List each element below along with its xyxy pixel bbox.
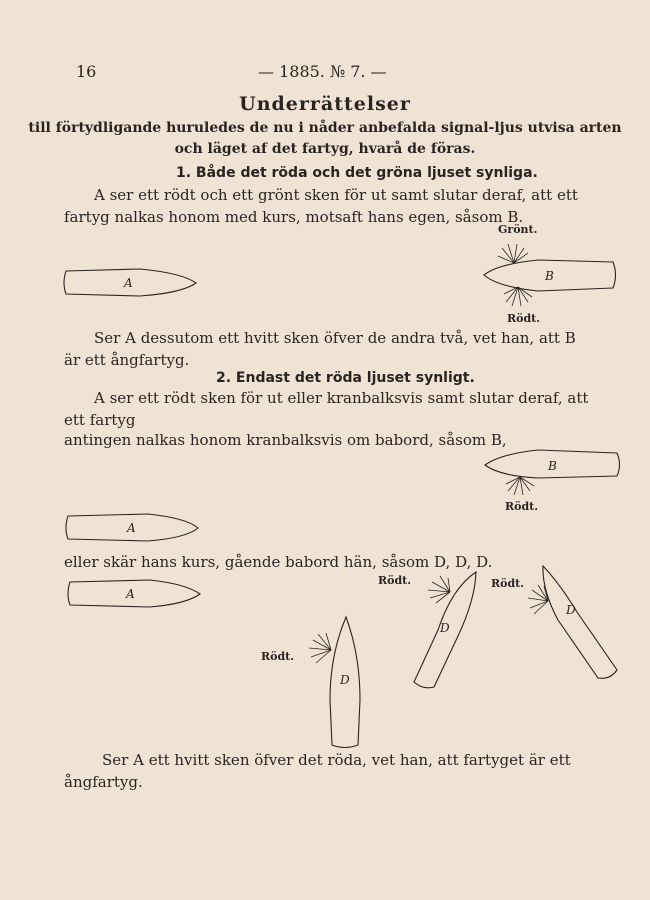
section-2-conclusion-line-2: ångfartyg. — [64, 773, 143, 791]
section-1-conclusion-line-2: är ett ångfartyg. — [64, 351, 190, 369]
label-red-3: Rödt. — [378, 574, 412, 587]
ship-d-letter-2: D — [440, 621, 450, 635]
red-light-rays-4 — [528, 585, 548, 614]
ship-d-letter-1: D — [340, 673, 350, 687]
section-2-text-line-4: eller skär hans kurs, gående babord hän, såsom D, D, D. — [64, 553, 493, 571]
red-light-rays-5 — [309, 633, 331, 663]
section-2-text-line-1: A ser ett rödt sken för ut eller kranbalksvis samt slutar deraf, att — [94, 389, 589, 407]
subtitle-line-1: till förtydligande huruledes de nu i nåder anbefalda signal-ljus utvisa arten — [28, 120, 622, 136]
section-2-text-line-2: ett fartyg — [64, 411, 136, 429]
light-rays — [309, 244, 548, 663]
section-1-conclusion-line-1: Ser A dessutom ett hvitt sken öfver de andra två, vet han, att B — [94, 329, 576, 347]
ship-a-letter-1: A — [124, 276, 133, 290]
ship-d-letter-3: D — [566, 603, 576, 617]
page-title: Underrättelser — [239, 93, 411, 115]
subtitle-line-2: och läget af det fartyg, hvarå de föras. — [174, 141, 476, 157]
page-number: 16 — [76, 62, 97, 81]
section-2-heading: 2. Endast det röda ljuset synligt. — [216, 370, 475, 386]
label-red-5: Rödt. — [261, 650, 295, 663]
label-green: Grönt. — [498, 223, 538, 236]
section-1-text-line-2: fartyg nalkas honom med kurs, motsaft hans egen, såsom B. — [64, 208, 524, 226]
ship-b-letter-2: B — [548, 459, 557, 473]
label-red-1: Rödt. — [507, 312, 541, 325]
red-light-rays-2 — [506, 477, 534, 495]
green-light-rays — [498, 244, 528, 263]
running-head: — 1885. № 7. — — [258, 62, 387, 81]
label-red-2: Rödt. — [505, 500, 539, 513]
section-1-heading: 1. Både det röda och det gröna ljuset synliga. — [176, 165, 538, 181]
section-2-conclusion-line-1: Ser A ett hvitt sken öfver det röda, vet han, att fartyget är ett — [102, 751, 571, 769]
ship-d-hull-3 — [543, 566, 617, 678]
ship-a-letter-3: A — [126, 587, 135, 601]
red-light-rays-3 — [428, 576, 450, 603]
ship-a-letter-2: A — [127, 521, 136, 535]
section-1-text-line-1: A ser ett rödt och ett grönt sken för ut samt slutar deraf, att ett — [94, 186, 578, 204]
label-red-4: Rödt. — [491, 577, 525, 590]
section-2-text-line-3: antingen nalkas honom kranbalksvis om babord, såsom B, — [64, 431, 507, 449]
ship-b-letter-1: B — [545, 269, 554, 283]
